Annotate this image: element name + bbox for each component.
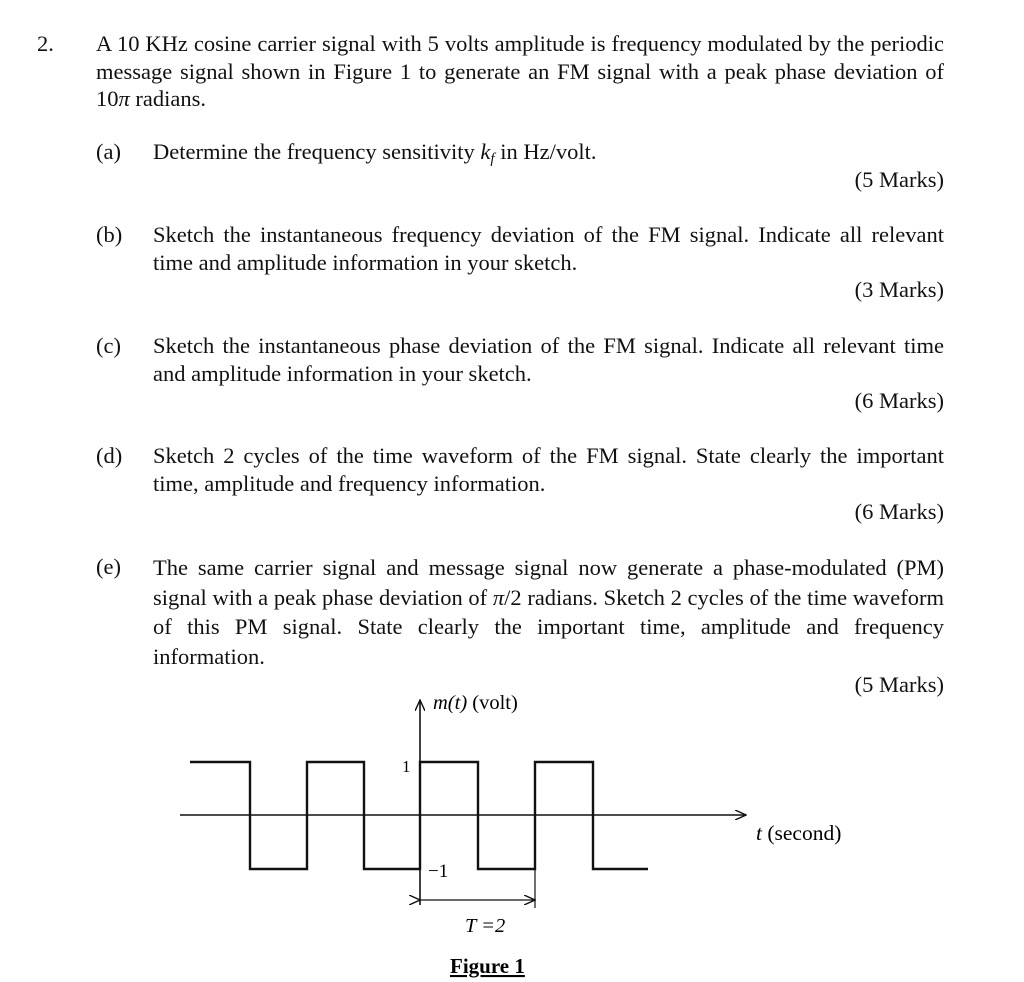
part-b-text: Sketch the instantaneous frequency deviation of the FM signal. Indicate all relevant time and amplitude information in your sketch. [153, 222, 944, 275]
part-d-text: Sketch 2 cycles of the time waveform of the FM signal. State clearly the important time, amplitude and frequency information. [153, 443, 944, 496]
part-c-marks: (6 Marks) [854, 388, 944, 413]
part-a-marks: (5 Marks) [854, 167, 944, 192]
tick-label-low: −1 [428, 861, 449, 882]
question-number: 2. [37, 31, 54, 56]
part-c-label: (c) [96, 333, 121, 358]
period-label: T =2 [465, 915, 506, 937]
part-b-marks: (3 Marks) [854, 277, 944, 302]
part-d-marks: (6 Marks) [854, 499, 944, 524]
tick-label-high: 1 [402, 757, 411, 776]
x-axis-label: t (second) [756, 821, 842, 845]
stem-text-end: radians. [129, 86, 207, 111]
part-a-text-post: in Hz/volt. [494, 139, 597, 164]
figure-caption: Figure 1 [450, 954, 525, 978]
stem-pi: π [118, 86, 130, 111]
part-c-text: Sketch the instantaneous phase deviation of the FM signal. Indicate all relevant time and amplitude information in your sketch. [153, 333, 944, 386]
part-e-marks: (5 Marks) [854, 672, 944, 697]
part-a-label: (a) [96, 139, 121, 164]
part-e-pi: π [492, 584, 505, 610]
y-axis-label: m(t) (volt) [433, 692, 518, 714]
stem-text: A 10 KHz cosine carrier signal with 5 volts amplitude is frequency modulated by the periodic message signal shown in Figure 1 to generate an FM signal with a peak phase deviation of 10 [96, 31, 944, 111]
kf-subscript: f [490, 151, 495, 167]
part-e-text-post: /2 radians. Sketch 2 cycles of the time waveform of this PM signal. State clearly the important time, amplitude and frequency information. [153, 584, 945, 669]
part-e-text-pre: The same carrier signal and message signal now generate a phase-modulated (PM) signal with a peak phase deviation of [153, 555, 944, 610]
part-e-label: (e) [96, 554, 121, 579]
part-a-text-pre: Determine the frequency sensitivity [153, 139, 481, 164]
part-b-label: (b) [96, 222, 123, 247]
kf-symbol: k [480, 139, 491, 164]
part-d-label: (d) [96, 443, 123, 468]
